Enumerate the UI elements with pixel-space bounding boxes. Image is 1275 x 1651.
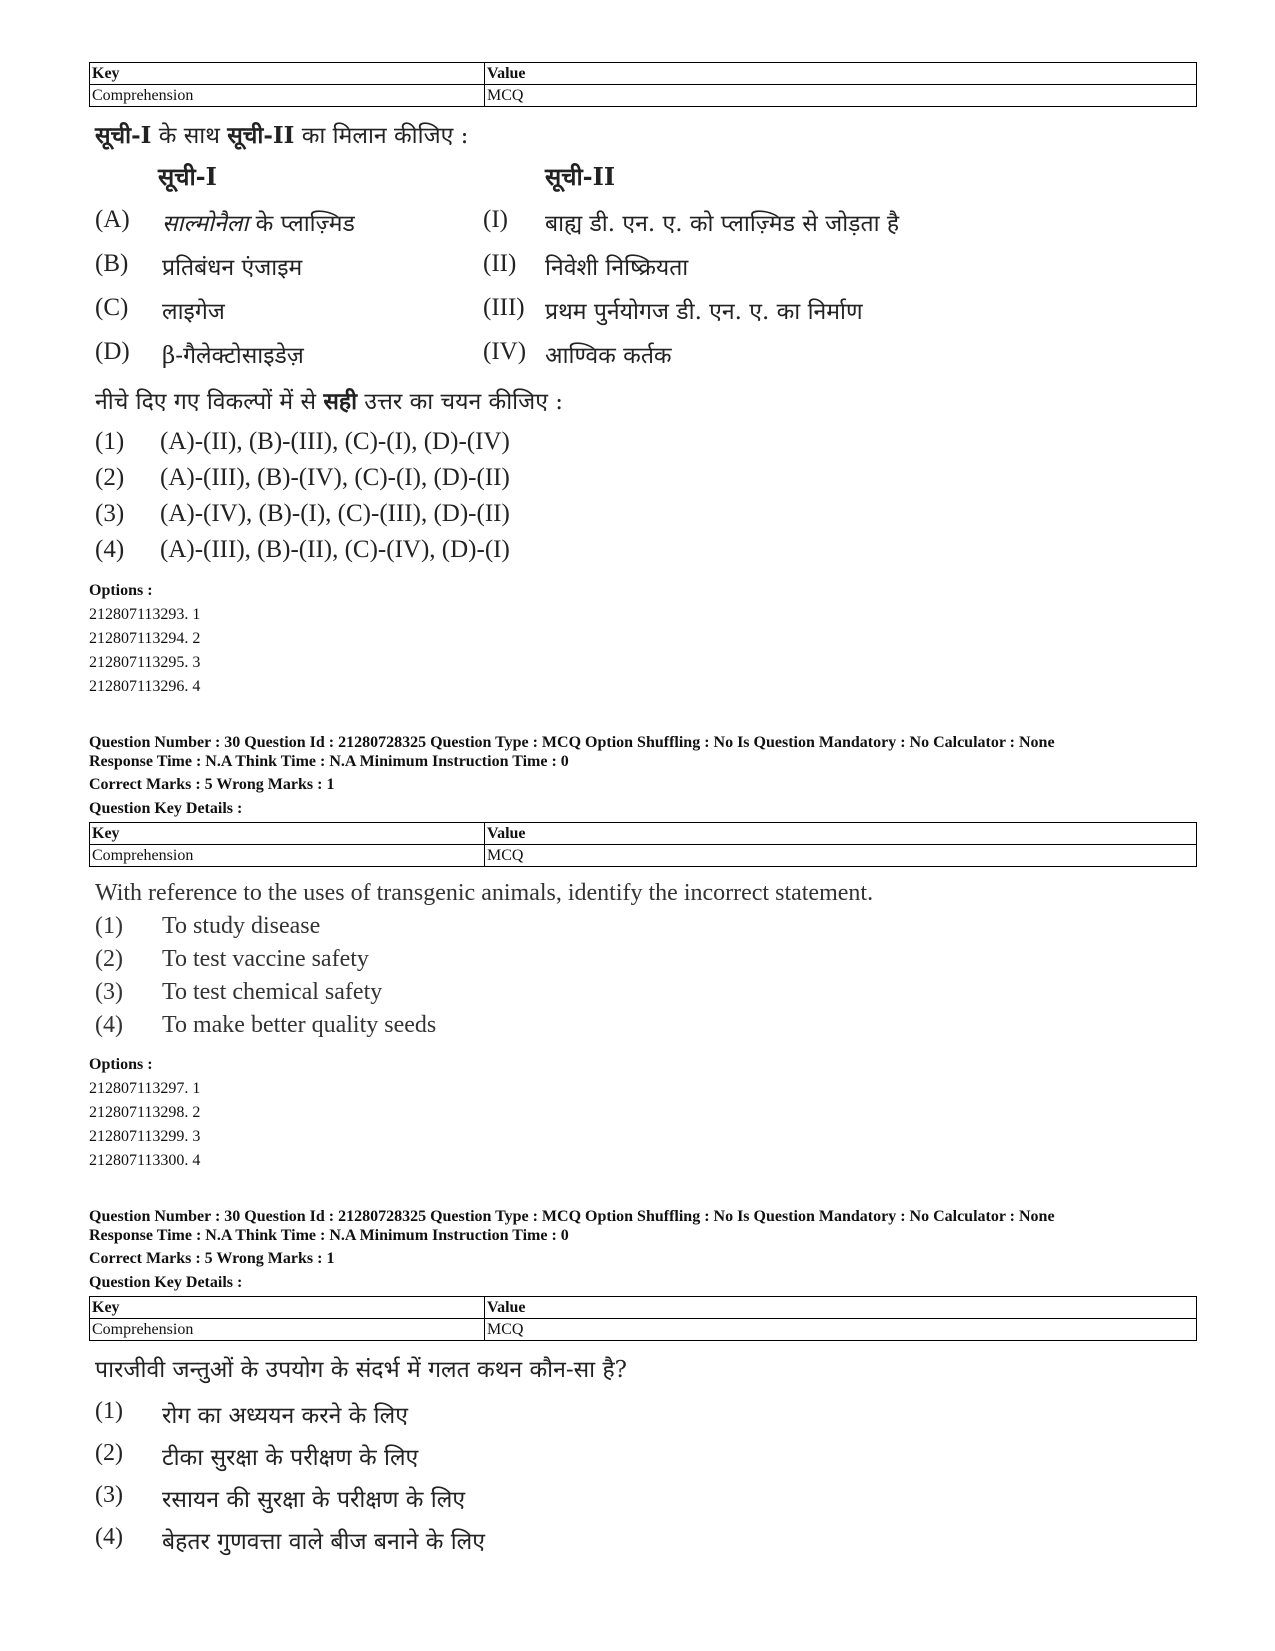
choice-text-1: (A)-(II), (B)-(III), (C)-(I), (D)-(IV)	[160, 428, 510, 455]
table-header-row	[90, 63, 1197, 85]
choice-number-1: (1)	[95, 428, 125, 455]
choice-text-3: (A)-(IV), (B)-(I), (C)-(III), (D)-(II)	[160, 500, 510, 527]
options-label: Options :	[89, 1056, 153, 1073]
choice-number-1: (1)	[95, 913, 123, 939]
option-id: 212807113297. 1	[89, 1080, 201, 1097]
key-cell: Comprehension	[90, 845, 485, 867]
option-id: 212807113298. 2	[89, 1104, 201, 1121]
choice-text-2: टीका सुरक्षा के परीक्षण के लिए	[162, 1445, 419, 1471]
instruction-text	[95, 384, 563, 416]
choice-number-2: (2)	[95, 946, 123, 972]
choice-number-2: (2)	[95, 1440, 123, 1466]
table-row	[90, 1319, 1197, 1341]
question-marks: Correct Marks : 5 Wrong Marks : 1	[89, 776, 335, 793]
table-header-row	[90, 1297, 1197, 1319]
choice-number-1: (1)	[95, 1398, 123, 1424]
choice-text-4: To make better quality seeds	[162, 1012, 437, 1038]
row-label-a: (A)	[95, 206, 130, 233]
question-meta-line1: Question Number : 30 Question Id : 21280728325 Question Type : MCQ Option Shuffling : No Is Question Mandatory : No Calculator : None	[89, 734, 1055, 751]
title-text: के साथ	[151, 123, 228, 149]
value-cell: MCQ	[485, 1319, 1197, 1341]
choice-text-4: (A)-(III), (B)-(II), (C)-(IV), (D)-(I)	[160, 536, 510, 563]
value-cell: MCQ	[485, 85, 1197, 107]
choice-number-3: (3)	[95, 500, 125, 527]
key-header: Key	[90, 63, 485, 85]
question-meta-line2: Response Time : N.A Think Time : N.A Minimum Instruction Time : 0	[89, 753, 569, 770]
table-row	[90, 85, 1197, 107]
key-cell: Comprehension	[90, 85, 485, 107]
question-key-details: Question Key Details :	[89, 800, 243, 817]
option-id: 212807113293. 1	[89, 606, 201, 623]
question-key-details: Question Key Details :	[89, 1274, 243, 1291]
row-label-iii: (III)	[483, 294, 525, 321]
list2-item-i: बाह्य डी. एन. ए. को प्लाज़्मिड से जोड़ता है	[545, 211, 900, 237]
choice-text-2: To test vaccine safety	[162, 946, 369, 972]
question-meta-line2: Response Time : N.A Think Time : N.A Minimum Instruction Time : 0	[89, 1227, 569, 1244]
list2-item-iii: प्रथम पुर्नयोगज डी. एन. ए. का निर्माण	[545, 299, 863, 325]
choice-text-1: To study disease	[162, 913, 321, 939]
choice-number-4: (4)	[95, 1012, 123, 1038]
options-label: Options :	[89, 582, 153, 599]
option-id: 212807113295. 3	[89, 654, 201, 671]
list2-item-ii: निवेशी निष्क्रियता	[545, 255, 689, 281]
instruction-post: उत्तर का चयन कीजिए :	[357, 389, 563, 415]
question-text: पारजीवी जन्तुओं के उपयोग के संदर्भ में गलत कथन कौन-सा है?	[95, 1357, 627, 1383]
option-id: 212807113294. 2	[89, 630, 201, 647]
row-label-c: (C)	[95, 294, 129, 321]
choice-text-1: रोग का अध्ययन करने के लिए	[162, 1403, 408, 1429]
value-header: Value	[485, 823, 1197, 845]
value-header: Value	[485, 1297, 1197, 1319]
choice-text-4: बेहतर गुणवत्ता वाले बीज बनाने के लिए	[162, 1529, 485, 1555]
choice-number-3: (3)	[95, 1482, 123, 1508]
choice-number-4: (4)	[95, 1524, 123, 1550]
item-suffix: के प्लाज़्मिड	[248, 211, 355, 237]
list1-heading: सूची-I	[158, 162, 217, 191]
list1-item-b: प्रतिबंधन एंजाइम	[162, 255, 303, 281]
key-cell: Comprehension	[90, 1319, 485, 1341]
instruction-pre: नीचे दिए गए विकल्पों में से	[95, 389, 324, 415]
option-id: 212807113299. 3	[89, 1128, 201, 1145]
italic-term: साल्मोनैला	[162, 211, 249, 237]
option-id: 212807113300. 4	[89, 1152, 201, 1169]
list2-heading: सूची-II	[545, 162, 616, 191]
list1-item-c: लाइगेज	[162, 299, 225, 325]
question-marks: Correct Marks : 5 Wrong Marks : 1	[89, 1250, 335, 1267]
question-key-table	[89, 822, 1197, 867]
question-meta-line1: Question Number : 30 Question Id : 21280728325 Question Type : MCQ Option Shuffling : No Is Question Mandatory : No Calculator : None	[89, 1208, 1055, 1225]
question-key-table	[89, 62, 1197, 107]
title-text-end: का मिलान कीजिए :	[294, 123, 469, 149]
option-id: 212807113296. 4	[89, 678, 201, 695]
list2-ref: सूची-II	[227, 122, 295, 149]
choice-text-3: To test chemical safety	[162, 979, 383, 1005]
instruction-bold: सही	[323, 388, 358, 415]
value-header: Value	[485, 63, 1197, 85]
key-header: Key	[90, 823, 485, 845]
choice-text-3: रसायन की सुरक्षा के परीक्षण के लिए	[162, 1487, 466, 1513]
table-header-row	[90, 823, 1197, 845]
table-row	[90, 845, 1197, 867]
row-label-ii: (II)	[483, 250, 517, 277]
row-label-i: (I)	[483, 206, 508, 233]
value-cell: MCQ	[485, 845, 1197, 867]
list1-item-d: β-गैलेक्टोसाइडेज़	[162, 343, 304, 369]
question-text: With reference to the uses of transgenic animals, identify the incorrect statement.	[95, 880, 874, 906]
list2-item-iv: आण्विक कर्तक	[545, 343, 672, 369]
row-label-iv: (IV)	[483, 338, 527, 365]
question-title	[95, 118, 468, 150]
key-header: Key	[90, 1297, 485, 1319]
choice-number-3: (3)	[95, 979, 123, 1005]
list1-ref: सूची-I	[95, 122, 152, 149]
question-key-table	[89, 1296, 1197, 1341]
row-label-b: (B)	[95, 250, 129, 277]
row-label-d: (D)	[95, 338, 130, 365]
choice-number-4: (4)	[95, 536, 125, 563]
choice-text-2: (A)-(III), (B)-(IV), (C)-(I), (D)-(II)	[160, 464, 510, 491]
list1-item-a	[162, 206, 355, 238]
choice-number-2: (2)	[95, 464, 125, 491]
